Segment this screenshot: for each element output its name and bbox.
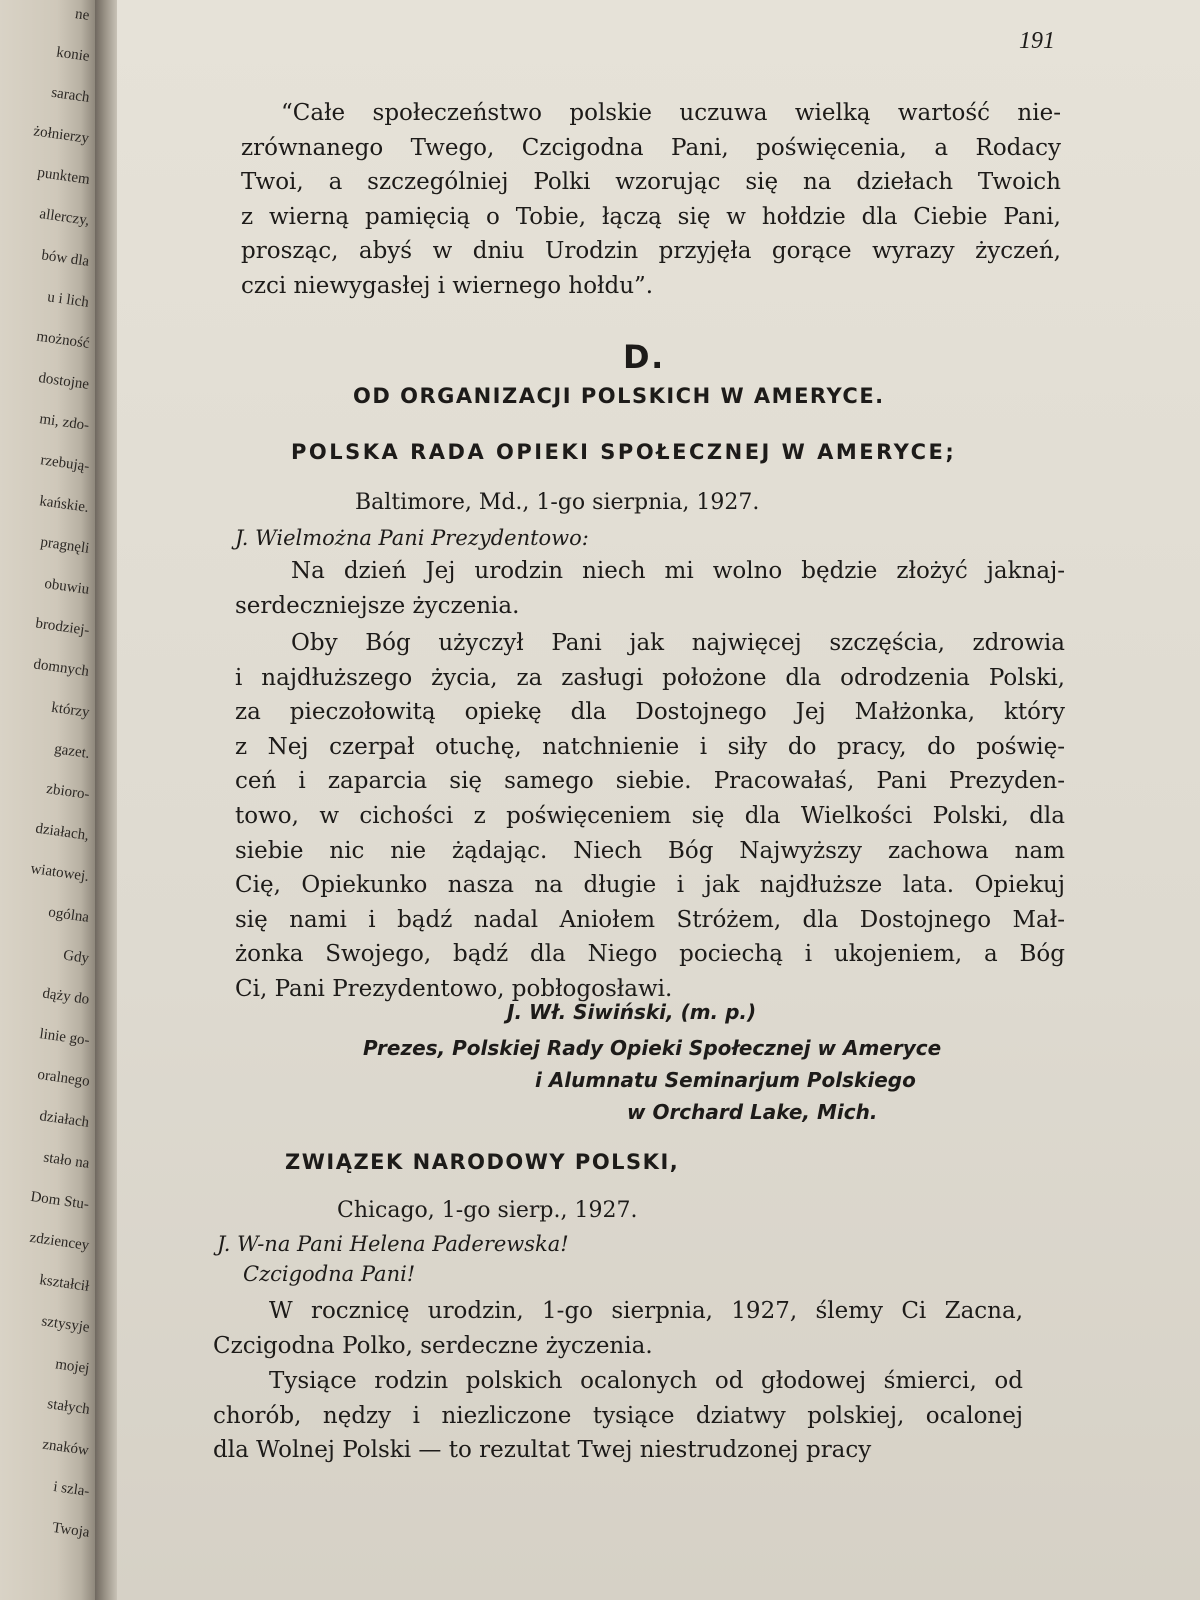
text-line: towo, w cichości z poświęceniem się dla Wielkości Polski, dla (235, 802, 1065, 829)
page-content (117, 0, 1200, 1600)
text-line: siebie nic nie żądając. Niech Bóg Najwyższy zachowa nam (235, 837, 1065, 864)
facing-page-fragment: domnych (32, 656, 91, 680)
text-line: Cię, Opiekunko nasza na długie i jak najdłuższe lata. Opiekuj (235, 872, 1065, 899)
facing-page-fragment: konie (54, 44, 91, 65)
text-line: Czcigodna Polko, serdeczne życzenia. (213, 1332, 653, 1359)
facing-page-fragment: działach (38, 1108, 91, 1131)
section-title: OD ORGANIZACJI POLSKICH W AMERYCE. (353, 384, 885, 408)
facing-page-fragment: kańskie. (38, 493, 91, 516)
org1-salutation: J. Wielmożna Pani Prezydentowo: (235, 526, 589, 550)
org1-paragraph-2 (235, 626, 1065, 1007)
org2-salutation-2: Czcigodna Pani! (243, 1262, 416, 1286)
org1-signature-title-2: i Alumnatu Seminarjum Polskiego (535, 1068, 916, 1092)
facing-page-fragment: dąży do (41, 985, 91, 1008)
facing-page-fragment: u i lich (46, 289, 91, 311)
facing-page-fragment: ne (73, 6, 91, 24)
facing-page-fragment: stało na (42, 1149, 91, 1172)
text-line: serdeczniejsze życzenia. (235, 592, 520, 619)
text-line: z wierną pamięcią o Tobie, łączą się w hołdzie dla Ciebie Pani, (241, 203, 1061, 230)
text-line: Twoi, a szczególniej Polki wzorując się na dziełach Twoich (241, 169, 1061, 196)
text-line: ceń i zaparcia się samego siebie. Pracowałaś, Pani Prezyden- (235, 768, 1065, 795)
facing-page-fragment: wiatowej. (29, 860, 91, 885)
book-page (117, 0, 1200, 1600)
org1-signature-title-3: w Orchard Lake, Mich. (627, 1100, 878, 1124)
facing-page-fragment: mojej (54, 1356, 91, 1377)
book-gutter (95, 0, 117, 1600)
facing-page-fragment: rzebują- (39, 452, 91, 475)
org2-dateline: Chicago, 1-go sierp., 1927. (337, 1198, 638, 1223)
facing-page-fragment: linie go- (38, 1026, 91, 1049)
page-number: 191 (1019, 28, 1055, 54)
org1-signature: J. Wł. Siwiński, (m. p.) (507, 1000, 757, 1024)
org1-paragraph-1 (235, 554, 1065, 623)
facing-page-fragment: sztysyje (40, 1313, 91, 1336)
section-letter: D. (623, 338, 665, 376)
facing-page-fragment: ogólna (47, 904, 91, 926)
facing-page-fragment: Twoja (51, 1519, 91, 1541)
text-line: się nami i bądź nadal Aniołem Stróżem, dla Dostojnego Mał- (235, 906, 1065, 933)
facing-page-fragment: stałych (45, 1396, 91, 1418)
facing-page-fragment: żołnierzy (32, 123, 91, 147)
facing-page-fragment: zdziencey (28, 1229, 91, 1254)
text-line: chorób, nędzy i niezliczone tysiące dziatwy polskiej, ocalonej (213, 1402, 1023, 1429)
text-line: z Nej czerpał otuchę, natchnienie i siły do pracy, do poświę- (235, 733, 1065, 760)
facing-page-fragment: znaków (41, 1436, 91, 1459)
text-line: dla Wolnej Polski — to rezultat Twej niestrudzonej pracy (213, 1437, 872, 1464)
facing-page-edge (0, 0, 95, 1600)
org1-signature-title-1: Prezes, Polskiej Rady Opieki Społecznej w Ameryce (363, 1036, 942, 1060)
text-line: W rocznicę urodzin, 1-go sierpnia, 1927, ślemy Ci Zacna, (269, 1298, 1023, 1324)
text-line: żonka Swojego, bądź dla Niego pociechą i ukojeniem, a Bóg (235, 941, 1065, 968)
org2-paragraph-2 (213, 1364, 1023, 1468)
facing-page-fragment: sarach (50, 84, 91, 106)
facing-page-fragment: kształcił (38, 1272, 91, 1295)
facing-page-fragment: oralnego (35, 1066, 91, 1090)
text-line: i najdłuższego życia, za zasługi położone dla odrodzenia Polski, (235, 664, 1065, 691)
facing-page-fragment: Dom Stu- (29, 1188, 91, 1213)
facing-page-fragment: możność (35, 328, 91, 352)
facing-page-fragment: brodziej- (34, 615, 91, 639)
facing-page-fragment: gazet. (52, 741, 91, 762)
org1-name: POLSKA RADA OPIEKI SPOŁECZNEJ W AMERYCE; (291, 440, 957, 464)
facing-page-fragment: działach, (34, 820, 91, 844)
text-line: Oby Bóg użyczył Pani jak najwięcej szczęścia, zdrowia (291, 630, 1065, 656)
text-line: za pieczołowitą opiekę dla Dostojnego Jej Małżonka, który (235, 699, 1065, 726)
text-line: “Całe społeczeństwo polskie uczuwa wielką wartość nie- (281, 100, 1061, 126)
facing-page-fragment: obuwiu (43, 575, 91, 598)
text-line: prosząc, abyś w dniu Urodzin przyjęła gorące wyrazy życzeń, (241, 238, 1061, 265)
facing-page-fragment: punktem (35, 164, 91, 188)
facing-page-fragment: i szla- (52, 1479, 91, 1500)
facing-page-fragment: którzy (50, 699, 91, 721)
text-line: zrównanego Twego, Czcigodna Pani, poświęcenia, a Rodacy (241, 134, 1061, 161)
org2-salutation-1: J. W-na Pani Helena Paderewska! (217, 1232, 569, 1256)
org2-name: ZWIĄZEK NARODOWY POLSKI, (285, 1150, 680, 1174)
text-line: czci niewygasłej i wiernego hołdu”. (241, 272, 654, 299)
facing-page-fragment: pragnęli (39, 534, 91, 557)
facing-page-fragment: allerczy, (38, 206, 91, 229)
text-line: Na dzień Jej urodzin niech mi wolno będzie złożyć jaknaj- (291, 558, 1065, 584)
org1-dateline: Baltimore, Md., 1-go sierpnia, 1927. (355, 490, 760, 515)
text-line: Ci, Pani Prezydentowo, pobłogosławi. (235, 975, 673, 1002)
facing-page-fragment: zbioro- (45, 781, 91, 803)
text-line: Tysiące rodzin polskich ocalonych od głodowej śmierci, od (269, 1368, 1023, 1394)
quote-paragraph (241, 96, 1061, 304)
facing-page-fragment: Gdy (62, 947, 91, 967)
facing-page-fragment: mi, zdo- (38, 411, 91, 434)
org2-paragraph-1 (213, 1294, 1023, 1363)
facing-page-fragment: dostojne (37, 370, 91, 393)
facing-page-fragment: bów dla (40, 247, 91, 270)
